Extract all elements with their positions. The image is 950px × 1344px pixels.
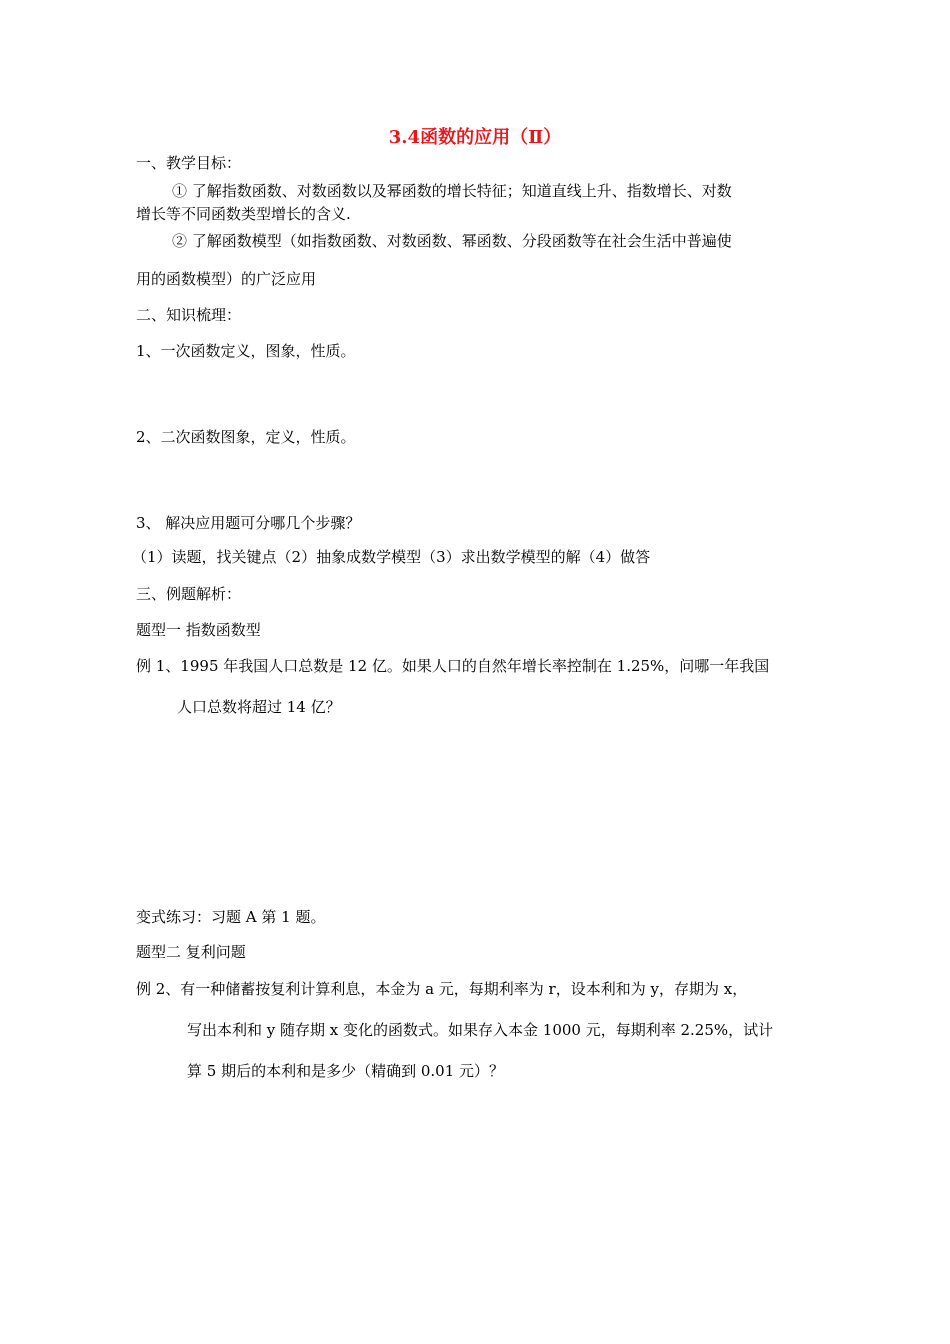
goal-1-line-2: 增长等不同函数类型增长的含义. (136, 205, 351, 223)
example-1-line-1: 例 1、1995 年我国人口总数是 12 亿。如果人口的自然年增长率控制在 1.25%，问哪一年我国 (136, 657, 770, 675)
variant-exercise: 变式练习：习题 A 第 1 题。 (136, 908, 326, 926)
solution-steps: （1）读题，找关键点（2）抽象成数学模型（3）求出数学模型的解（4）做答 (132, 548, 651, 566)
knowledge-item-1: 1、一次函数定义，图象，性质。 (136, 342, 356, 360)
section-heading-examples: 三、例题解析： (136, 585, 242, 603)
example-1-line-2: 人口总数将超过 14 亿？ (177, 698, 341, 716)
page-title: 3.4函数的应用（Ⅱ） (388, 127, 562, 148)
goal-2-line-2: 用的函数模型）的广泛应用 (136, 270, 317, 288)
goal-1-line-1: ① 了解指数函数、对数函数以及幂函数的增长特征；知道直线上升、指数增长、对数 (172, 182, 732, 200)
knowledge-item-2: 2、二次函数图象，定义，性质。 (136, 428, 356, 446)
example-2-line-2: 写出本利和 y 随存期 x 变化的函数式。如果存入本金 1000 元，每期利率 2.25%，试计 (187, 1021, 774, 1039)
example-2-line-3: 算 5 期后的本利和是多少（精确到 0.01 元）？ (187, 1062, 505, 1080)
example-2-line-1: 例 2、有一种储蓄按复利计算利息，本金为 a 元，每期利率为 r，设本利和为 y，存期为 x， (136, 980, 748, 998)
type-1-heading: 题型一 指数函数型 (136, 621, 261, 639)
goal-2-line-1: ② 了解函数模型（如指数函数、对数函数、幂函数、分段函数等在社会生活中普遍使 (172, 232, 732, 250)
section-heading-knowledge: 二、知识梳理： (136, 306, 242, 324)
knowledge-item-3: 3、 解决应用题可分哪几个步骤？ (136, 514, 361, 532)
type-2-heading: 题型二 复利问题 (136, 943, 246, 961)
section-heading-goals: 一、教学目标： (136, 154, 242, 172)
